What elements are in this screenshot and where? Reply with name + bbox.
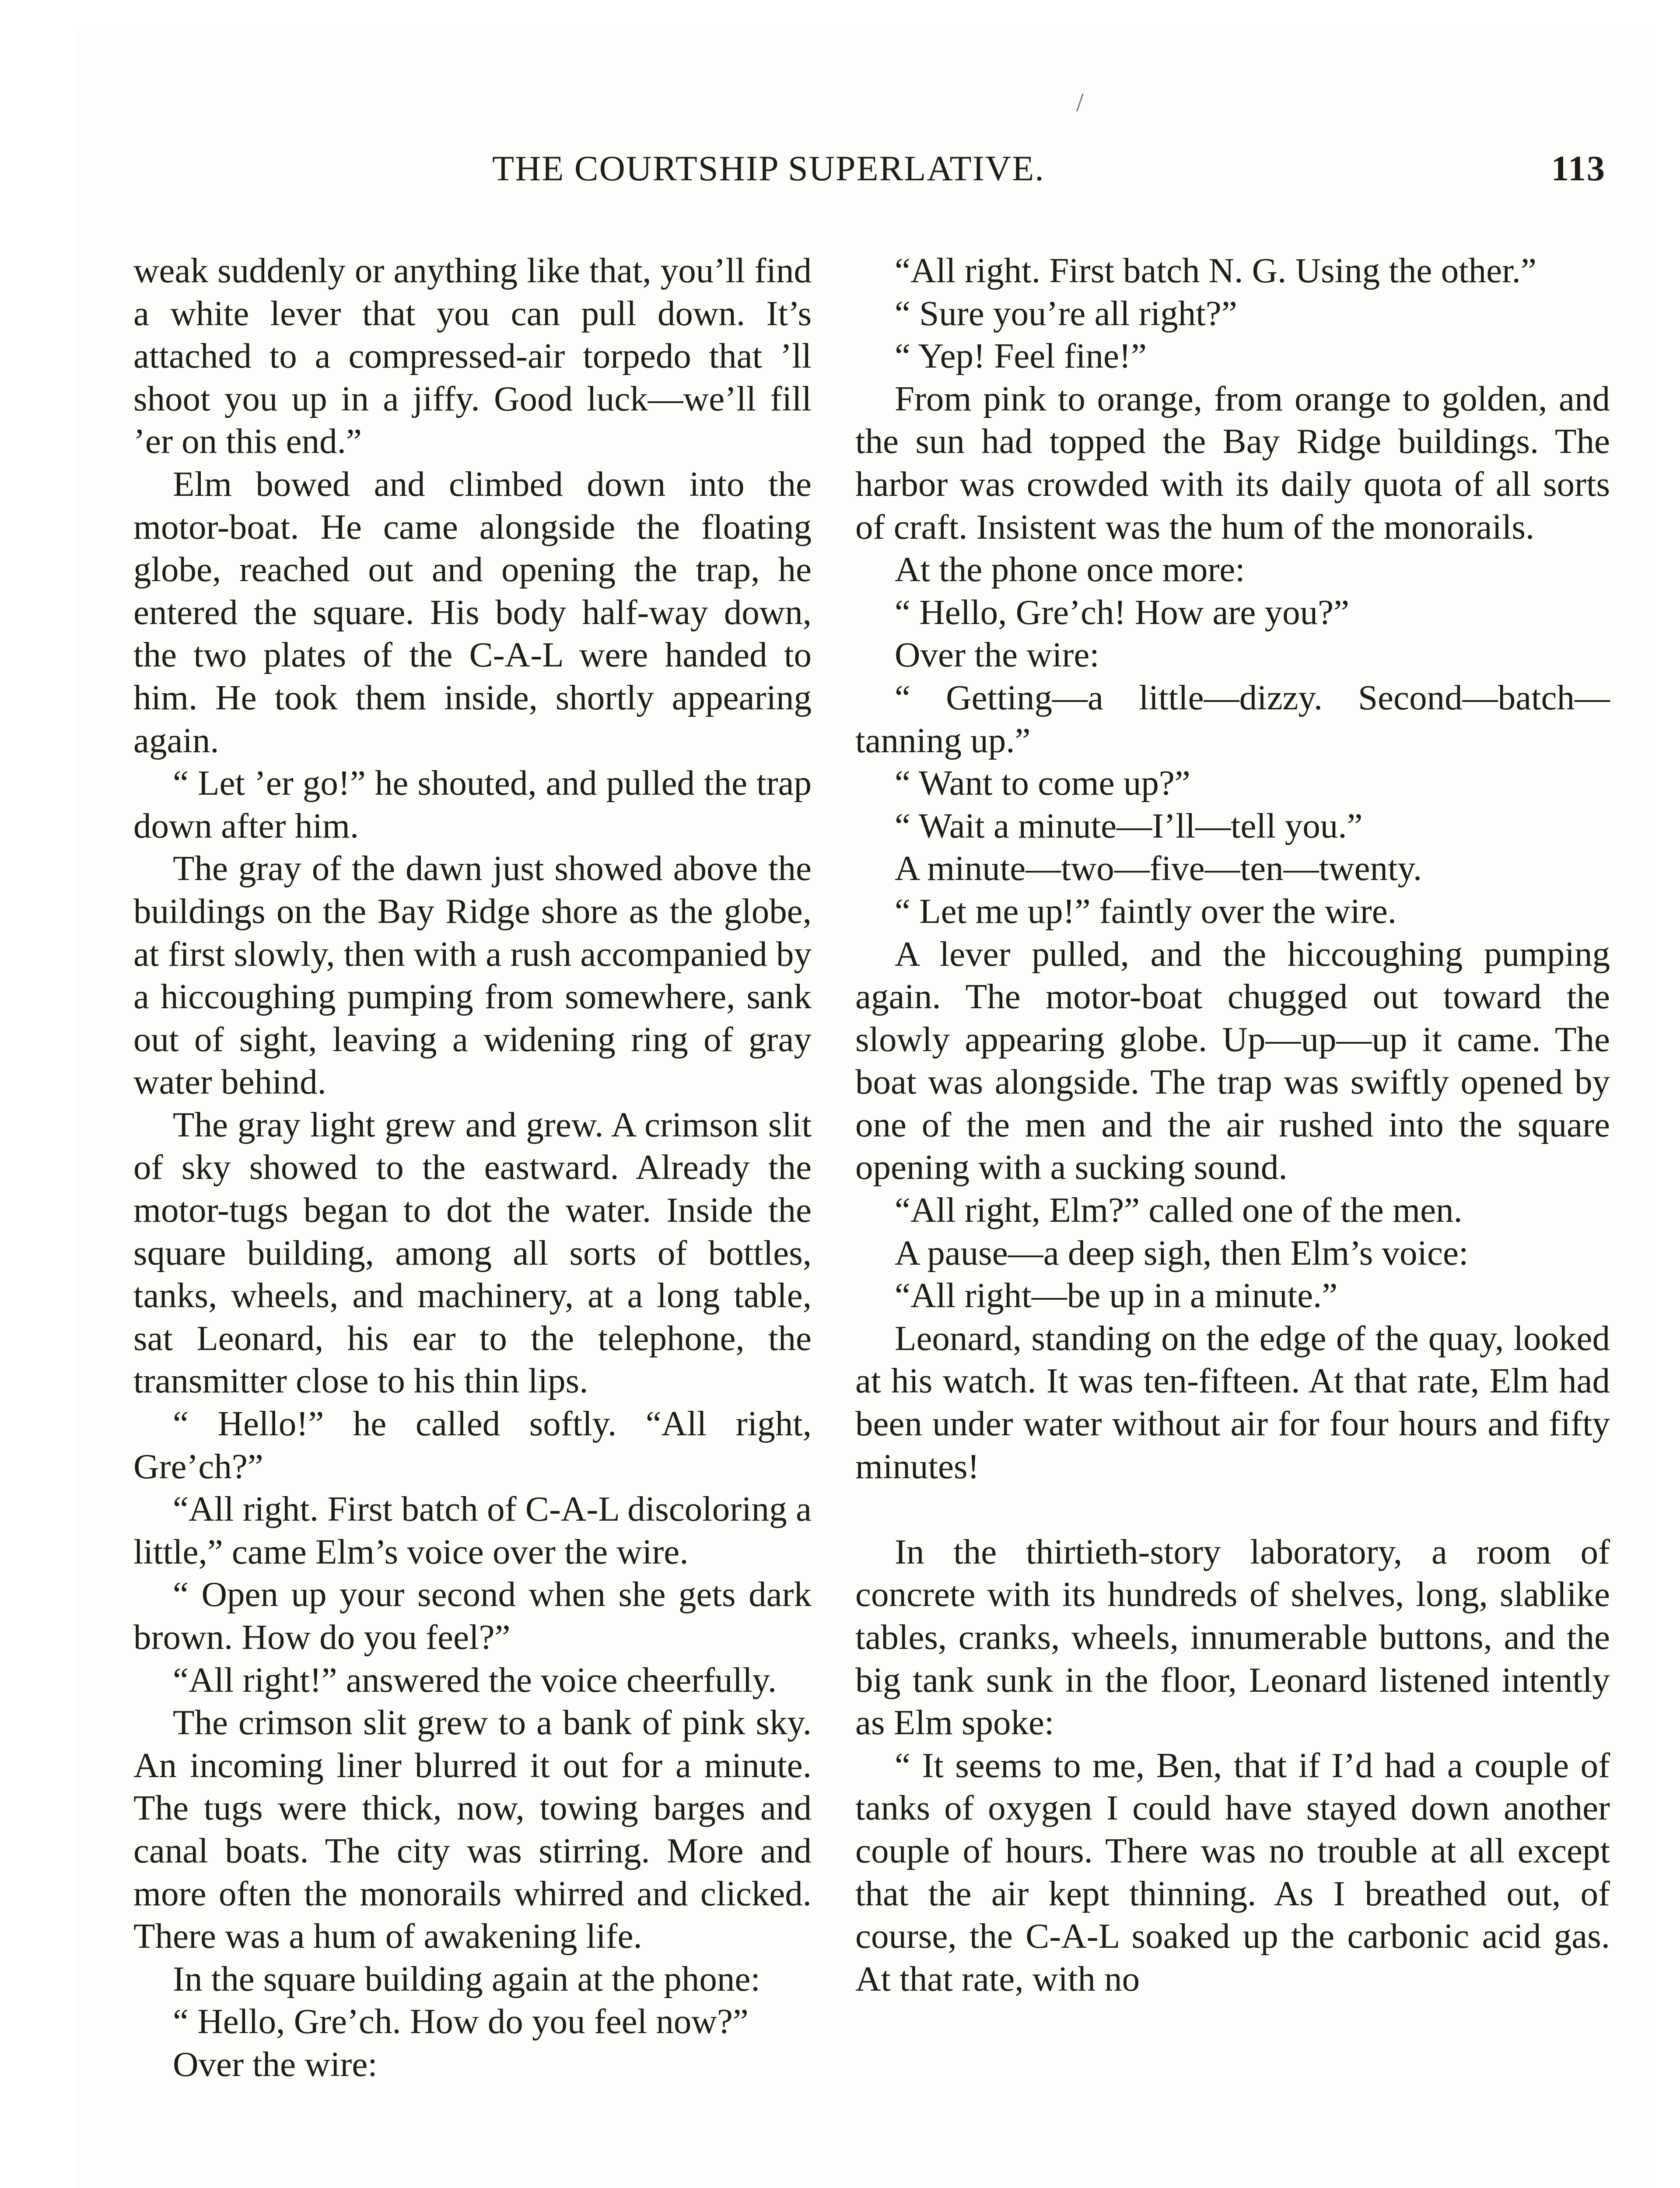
stray-mark: / — [1076, 88, 1084, 117]
paragraph: “ Let ’er go!” he shouted, and pulled the trap down after him. — [133, 763, 812, 845]
paragraph: weak suddenly or anything like that, you’ll find a white lever that you can pull down. It’s attached to a compressed-air torpedo that ’ll shoot you up in a jiffy. Good luck—we’ll fill ’er on this end.” — [133, 251, 812, 461]
paragraph: A lever pulled, and the hiccoughing pumping again. The motor-boat chugged out toward the slowly appearing globe. Up—up—up it came. The boat was alongside. The trap was swiftly opened by one of the men and the air rushed into the square opening with a sucking sound. — [855, 934, 1610, 1187]
paragraph: Over the wire: — [173, 2044, 378, 2084]
paragraph: The gray of the dawn just showed above the buildings on the Bay Ridge shore as the globe, at first slowly, then with a rush accompanied by a hiccoughing pumping from somewhere, sank out of sight, leaving a widening ring of gray water behind. — [133, 849, 812, 1102]
page-number: 113 — [1551, 148, 1606, 188]
paragraph: A minute—two—five—ten—twenty. — [895, 849, 1422, 888]
left-column — [133, 249, 812, 2086]
paragraph: A pause—a deep sigh, then Elm’s voice: — [895, 1233, 1469, 1273]
paragraph: “ Hello!” he called softly. “All right, Gre’ch?” — [133, 1404, 812, 1486]
right-column — [855, 249, 1610, 2000]
paragraph: “ Yep! Feel fine!” — [895, 336, 1147, 376]
paragraph: “ Hello, Gre’ch! How are you?” — [895, 592, 1349, 632]
paragraph: The gray light grew and grew. A crimson slit of sky showed to the eastward. Already the motor-tugs began to dot the water. Inside the square building, among all sorts of bottles, tanks, wheels, and machinery, at a long table, sat Leonard, his ear to the telephone, the transmitter close to his thin lips. — [133, 1105, 812, 1401]
paragraph: “ Getting—a little—dizzy. Second—batch—tanning up.” — [855, 677, 1610, 760]
paragraph: Leonard, standing on the edge of the quay, looked at his watch. It was ten-fifteen. At that rate, Elm had been under water without air for four hours and fifty minutes! — [855, 1318, 1610, 1486]
paragraph: “ Hello, Gre’ch. How do you feel now?” — [173, 2002, 749, 2041]
paragraph: From pink to orange, from orange to golden, and the sun had topped the Bay Ridge buildings. The harbor was crowded with its daily quota of all sorts of craft. Insistent was the hum of the monorails. — [855, 379, 1610, 547]
paragraph: “ Want to come up?” — [895, 763, 1190, 803]
running-title: THE COURTSHIP SUPERLATIVE. — [492, 148, 1045, 188]
running-header — [74, 148, 1614, 205]
paragraph: In the thirtieth-story laboratory, a room of concrete with its hundreds of shelves, long, slablike tables, cranks, wheels, innumerable buttons, and the big tank sunk in the floor, Leonard listened intently as Elm spoke: — [855, 1532, 1610, 1743]
book-page — [74, 26, 1649, 2188]
paragraph: In the square building again at the phone: — [173, 1959, 760, 1999]
paragraph: Elm bowed and climbed down into the motor-boat. He came alongside the floating globe, reached out and opening the trap, he entered the square. His body half-way down, the two plates of the C-A-L were handed to him. He took them inside, shortly appearing again. — [133, 464, 812, 760]
paragraph: “ It seems to me, Ben, that if I’d had a couple of tanks of oxygen I could have stayed down another couple of hours. There was no trouble at all except that the air kept thinning. As I breathed out, of course, the C-A-L soaked up the carbonic acid gas. At that rate, with no — [855, 1745, 1610, 1999]
paragraph: “All right!” answered the voice cheerfully. — [173, 1660, 777, 1700]
paragraph: “ Open up your second when she gets dark brown. How do you feel?” — [133, 1574, 812, 1657]
paragraph: “ Let me up!” faintly over the wire. — [895, 891, 1397, 931]
paragraph: “All right. First batch N. G. Using the other.” — [895, 251, 1536, 290]
paragraph: “All right. First batch of C-A-L discoloring a little,” came Elm’s voice over the wire. — [133, 1489, 812, 1571]
paragraph: The crimson slit grew to a bank of pink sky. An incoming liner blurred it out for a minute. The tugs were thick, now, towing barges and canal boats. The city was stirring. More and more often the monorails whirred and clicked. There was a hum of awakening life. — [133, 1703, 812, 1956]
paragraph: “All right—be up in a minute.” — [895, 1276, 1338, 1315]
paragraph: “ Sure you’re all right?” — [895, 293, 1237, 333]
paragraph: Over the wire: — [895, 635, 1099, 675]
paragraph: “All right, Elm?” called one of the men. — [895, 1190, 1463, 1230]
paragraph: “ Wait a minute—I’ll—tell you.” — [895, 806, 1363, 845]
paragraph: At the phone once more: — [895, 550, 1245, 589]
